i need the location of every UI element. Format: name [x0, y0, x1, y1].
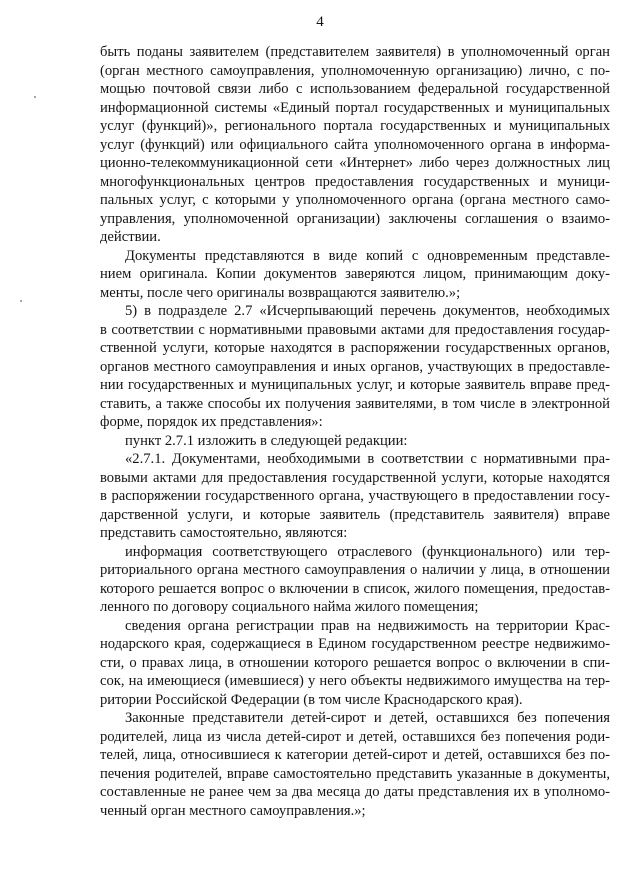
text-line: Законные представители детей-сирот и детей, оставшихся без попечения [125, 710, 610, 726]
text-line: вовыми актами для предоставления государственной услуги, которые находятся [100, 469, 610, 486]
text-line: мощью почтовой связи либо с использованием федеральной государственной [100, 81, 610, 97]
text-line: информационной системы «Единый портал государственных и муниципальных [100, 99, 610, 116]
text-line: в соответствии с нормативными правовыми актами для предоставления государ- [100, 321, 610, 338]
text-line: управления, уполномоченной организации) заключены соглашения о взаимо- [100, 210, 610, 227]
text-line: ченный орган местного самоуправления.»; [100, 802, 366, 819]
text-line: Документы представляются в виде копий с одновременным представле- [125, 247, 610, 264]
text-line: пункт 2.7.1 изложить в следующей редакции: [125, 432, 408, 449]
text-line: форме, порядок их представления»: [100, 414, 323, 430]
text-line: «2.7.1. Документами, необходимыми в соответствии с нормативными пра- [125, 451, 610, 467]
text-line: услуг (функций) или официального сайта уполномоченного органа в информа- [100, 136, 610, 153]
text-line: составленные не ранее чем за два месяца до даты представления их в уполномо- [100, 784, 610, 800]
text-line: 5) в подразделе 2.7 «Исчерпывающий перечень документов, необходимых [125, 303, 610, 319]
text-line: нодарского края, содержащиеся в Едином государственном реестре недвижимо- [100, 636, 610, 652]
text-line: менты, после чего оригиналы возвращаются заявителю.»; [100, 284, 461, 301]
text-line: ционно-телекоммуникационной сети «Интернет» либо через должностных лиц [100, 155, 610, 171]
text-line: ритории Российской Федерации (в том числе Краснодарского края). [100, 691, 523, 708]
text-line: представить самостоятельно, являются: [100, 525, 348, 541]
text-line: ственной услуги, которые находятся в распоряжении государственных органов, [100, 340, 610, 356]
text-line: ленного по договору социального найма жилого помещения; [100, 599, 479, 615]
text-line: информация соответствующего отраслевого (функционального) или тер- [125, 543, 610, 560]
text-line: быть поданы заявителем (представителем заявителя) в уполномоченный орган [100, 44, 610, 60]
scan-speck [20, 300, 22, 302]
text-line: которого решается вопрос о включении в список, жилого помещения, предостав- [100, 580, 610, 597]
text-line: родителей, лица из числа детей-сирот и детей, оставшихся без попечения роди- [100, 728, 610, 745]
text-line: сти, о правах лица, в отношении которого решается вопрос о включении в спи- [100, 654, 610, 671]
text-line: нии государственных и муниципальных услуг, и которые заявитель вправе пред- [100, 377, 610, 393]
text-line: действии. [100, 229, 161, 245]
text-line: сведения органа регистрации прав на недвижимость на территории Крас- [125, 617, 610, 634]
scan-speck [34, 96, 36, 98]
text-line: пальных услуг, с которыми у уполномоченного органа (органа местного само- [100, 192, 610, 208]
text-line: телей, лица, относившиеся к категории детей-сирот и детей, оставшихся без по- [100, 747, 610, 763]
text-line: в распоряжении государственного органа, участвующего в предоставлении госу- [100, 488, 610, 504]
text-line: нием оригинала. Копии документов заверяются лицом, принимающим доку- [100, 266, 610, 282]
text-line: риториального органа местного самоуправления о наличии у лица, в отношении [100, 562, 610, 578]
text-line: ставить, а также способы их получения заявителями, в том числе в электронной [100, 395, 610, 412]
text-line: услуг (функций)», регионального портала государственных и муниципальных [100, 118, 610, 134]
page-number: 4 [316, 14, 324, 30]
text-line: (орган местного самоуправления, уполномоченную организацию) лично, с по- [100, 62, 610, 79]
text-line: органов местного самоуправления и иных органов, участвующих в предоставле- [100, 358, 610, 375]
text-line: многофункциональных центров предоставления государственных и муници- [100, 173, 610, 190]
text-line: печения родителей, вправе самостоятельно представить указанные в документы, [100, 765, 610, 782]
text-line: сок, на имеющиеся (имевшиеся) у него объекты недвижимого имущества на тер- [100, 673, 610, 689]
text-line: дарственной услуги, и которые заявитель (представитель заявителя) вправе [100, 506, 610, 523]
